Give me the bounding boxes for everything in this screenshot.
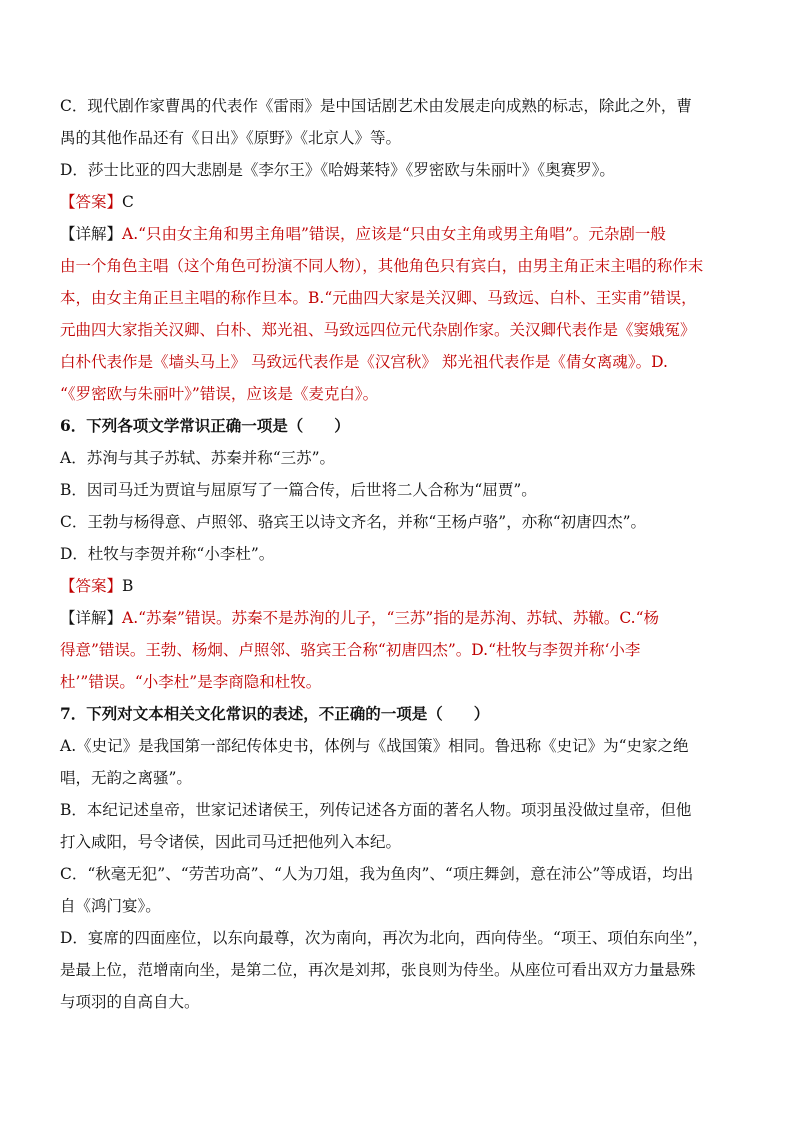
q7-option-c-line2: 自《鸿门宴》。 bbox=[60, 897, 161, 915]
document-content bbox=[60, 96, 740, 1024]
q7-option-c-line1: C．“秋毫无犯”、“劳苦功高”、“人为刀俎，我为鱼肉”、“项庄舞剑，意在沛公”等成语，均出 bbox=[60, 865, 694, 883]
q6-detail-line3: 杜’”错误。“小李杜”是李商隐和杜牧。 bbox=[60, 673, 322, 691]
q7-option-d-line2: 是最上位，范增南向坐，是第二位，再次是刘邦，张良则为侍坐。从座位可看出双方力量悬殊 bbox=[60, 961, 696, 979]
q7-option-b-line1: B．本纪记述皇帝，世家记述诸侯王，列传记述各方面的著名人物。项羽虽没做过皇帝，但他 bbox=[60, 801, 692, 819]
q7-option-d-line1: D．宴席的四面座位，以东向最尊，次为南向，再次为北向，西向侍坐。“项王、项伯东向坐”， bbox=[60, 929, 709, 947]
q6-option-b: B．因司马迁为贾谊与屈原写了一篇合传，后世将二人合称为“屈贾”。 bbox=[60, 481, 537, 499]
detail-text: A.“只由女主角和男主角唱”错误，应该是“只由女主角或男主角唱”。元杂剧一般 bbox=[122, 225, 666, 243]
q7-option-a-line2: 唱，无韵之离骚”。 bbox=[60, 769, 192, 787]
q6-detail-line1 bbox=[60, 608, 740, 640]
q5-detail-line3: 本，由女主角正旦主唱的称作旦本。B.“元曲四大家是关汉卿、马致远、白朴、王实甫”错误， bbox=[60, 289, 697, 307]
q6-option-a: A．苏洵与其子苏轼、苏秦并称“三苏”。 bbox=[60, 449, 336, 467]
q6-detail-line2: 得意”错误。王勃、杨炯、卢照邻、骆宾王合称“初唐四杰”。D.“杜牧与李贺并称‘小李 bbox=[60, 641, 641, 659]
q5-detail-line6: “《罗密欧与朱丽叶》”错误，应该是《麦克白》。 bbox=[60, 385, 379, 403]
q7-stem: 7．下列对文本相关文化常识的表述，不正确的一项是（ ） bbox=[60, 704, 490, 723]
q5-detail-line5: 白朴代表作是《墙头马上》 马致远代表作是《汉宫秋》 郑光祖代表作是《倩女离魂》。D. bbox=[60, 353, 668, 371]
answer-value: B bbox=[122, 577, 134, 595]
q7-option-a-line1: A.《史记》是我国第一部纪传体史书，体例与《战国策》相同。鲁迅称《史记》为“史家之绝 bbox=[60, 737, 689, 755]
q7-option-d-line3: 与项羽的自高自大。 bbox=[60, 993, 200, 1011]
q6-option-c: C．王勃与杨得意、卢照邻、骆宾王以诗文齐名，并称“王杨卢骆”，亦称“初唐四杰”。 bbox=[60, 513, 647, 531]
answer-tag: 【答案】 bbox=[60, 193, 123, 211]
q5-detail-line2: 由一个角色主唱（这个角色可扮演不同人物），其他角色只有宾白，由男主角正末主唱的称作末 bbox=[60, 257, 704, 275]
answer-value: C bbox=[122, 193, 134, 211]
q5-answer bbox=[60, 192, 740, 224]
q6-answer bbox=[60, 576, 740, 608]
detail-tag: 【详解】 bbox=[60, 609, 123, 627]
q7-option-b-line2: 打入咸阳，号令诸侯，因此司马迁把他列入本纪。 bbox=[60, 833, 402, 851]
detail-tag: 【详解】 bbox=[60, 225, 123, 243]
q5-detail-line1 bbox=[60, 224, 740, 256]
detail-text: A.“苏秦”错误。苏秦不是苏洵的儿子，“三苏”指的是苏洵、苏轼、苏辙。C.“杨 bbox=[122, 609, 659, 627]
q5-option-d: D．莎士比亚的四大悲剧是《李尔王》《哈姆莱特》《罗密欧与朱丽叶》《奥赛罗》。 bbox=[60, 161, 615, 179]
q6-stem: 6．下列各项文学常识正确一项是（ ） bbox=[60, 416, 350, 435]
answer-tag: 【答案】 bbox=[60, 577, 123, 595]
q6-option-d: D．杜牧与李贺并称“小李杜”。 bbox=[60, 545, 275, 563]
q5-detail-line4: 元曲四大家指关汉卿、白朴、郑光祖、马致远四位元代杂剧作家。关汉卿代表作是《窦娥冤》 bbox=[60, 321, 696, 339]
q5-option-c-line1: C．现代剧作家曹禺的代表作《雷雨》是中国话剧艺术由发展走向成熟的标志，除此之外，曹 bbox=[60, 97, 692, 115]
q5-option-c-line2: 禺的其他作品还有《日出》《原野》《北京人》等。 bbox=[60, 129, 402, 147]
